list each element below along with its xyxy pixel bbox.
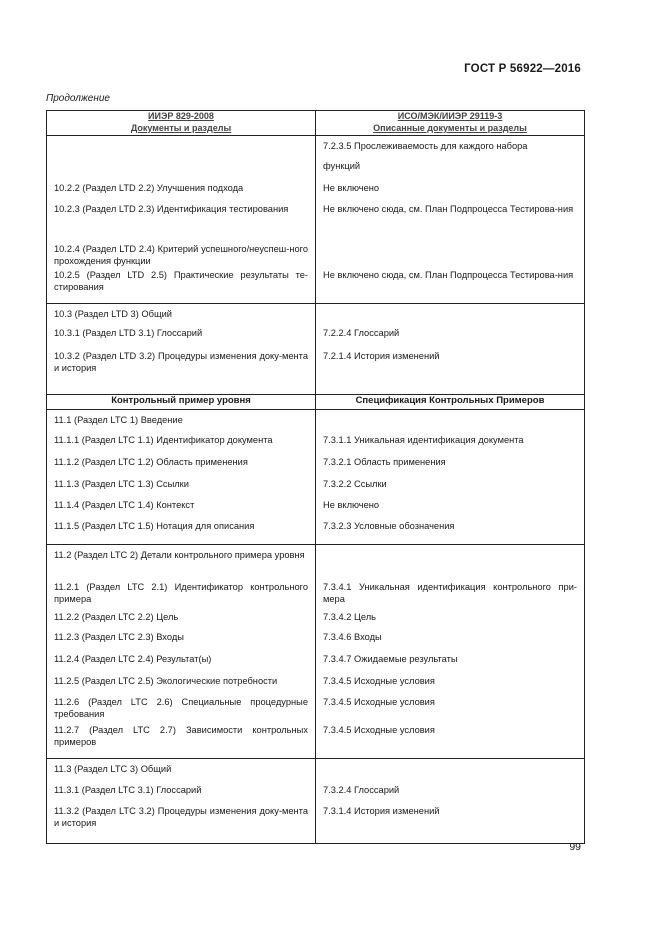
col1-header: [47, 111, 316, 136]
right-entry: 7.2.2.4 Глоссарий: [323, 328, 400, 338]
right-entry: 7.3.4.2 Цель: [323, 612, 377, 622]
right-entry: 7.3.4.5 Исходные условия: [323, 725, 435, 735]
block-1-right: [316, 136, 585, 304]
right-entry: 7.3.1.1 Уникальная идентификация документа: [323, 435, 524, 445]
block-1-left: [47, 136, 316, 304]
left-entry: 11.2.5 (Раздел LTC 2.5) Экологические потребности: [54, 676, 278, 686]
page-number: 99: [569, 841, 581, 853]
table-header-row: [47, 111, 585, 136]
left-entry: 11.2.4 (Раздел LTC 2.4) Результат(ы): [54, 654, 212, 664]
left-entry: 11.2.7 (Раздел LTC 2.7) Зависимости контрольных примеров: [54, 725, 308, 748]
right-entry: Не включено: [323, 183, 380, 193]
right-entry: [316, 414, 584, 434]
right-entry: Не включено сюда, см. План Подпроцесса Тестирова-ния: [323, 270, 574, 280]
block-5-right: [316, 759, 585, 844]
left-entry: 11.2 (Раздел LTC 2) Детали контрольного примера уровня: [54, 550, 305, 560]
left-entry: 10.3.1 (Раздел LTD 3.1) Глоссарий: [54, 328, 203, 338]
block-2-right: [316, 304, 585, 395]
block-2-left: [47, 304, 316, 395]
section-left-title: Контрольный пример уровня: [47, 395, 316, 410]
right-entry: [316, 308, 584, 327]
right-entry: Не включено: [323, 500, 380, 510]
right-entry: функций: [323, 161, 361, 171]
col1-header-line2: Документы и разделы: [130, 122, 232, 133]
left-entry: 11.2.3 (Раздел LTC 2.3) Входы: [54, 632, 184, 642]
left-entry: 10.2.3 (Раздел LTD 2.3) Идентификация тестирования: [54, 204, 289, 214]
left-entry: 11.1.2 (Раздел LTC 1.2) Область применения: [54, 457, 248, 467]
block-1: [47, 136, 585, 304]
left-entry: 11.1.1 (Раздел LTC 1.1) Идентификатор документа: [54, 435, 273, 445]
left-entry: 10.3.2 (Раздел LTD 3.2) Процедуры изменения доку-мента и история: [54, 351, 308, 374]
right-entry: 7.3.4.7 Ожидаемые результаты: [323, 654, 458, 664]
right-entry: [316, 763, 584, 784]
left-entry: 11.2.1 (Раздел LTC 2.1) Идентификатор контрольного примера: [54, 582, 308, 605]
left-entry: 11.1 (Раздел LTC 1) Введение: [54, 415, 183, 425]
block-5: [47, 759, 585, 844]
right-entry: 7.3.4.5 Исходные условия: [323, 697, 435, 707]
section-right-title: Спецификация Контрольных Примеров: [316, 395, 585, 410]
left-entry: [47, 140, 315, 160]
right-entry: 7.3.2.2 Ссылки: [323, 479, 387, 489]
right-entry: 7.3.4.1 Уникальная идентификация контрольного при-мера: [323, 582, 577, 605]
right-entry: 7.3.2.4 Глоссарий: [323, 785, 400, 795]
right-entry: [316, 243, 584, 269]
document-id: ГОСТ Р 56922—2016: [464, 63, 581, 75]
block-3: [47, 410, 585, 545]
left-entry: 11.1.5 (Раздел LTC 1.5) Нотация для описания: [54, 521, 255, 531]
right-entry: 7.3.4.5 Исходные условия: [323, 676, 435, 686]
right-entry: [316, 231, 584, 243]
right-entry: 7.3.4.6 Входы: [323, 632, 382, 642]
left-entry: 11.1.4 (Раздел LTC 1.4) Контекст: [54, 500, 195, 510]
left-entry: [47, 231, 315, 243]
left-entry: 10.2.5 (Раздел LTD 2.5) Практические результаты те-стирования: [54, 270, 308, 293]
continuation-label: Продолжение: [46, 93, 110, 104]
col1-header-line1: ИИЭР 829-2008: [148, 111, 214, 121]
left-entry: 10.2.2 (Раздел LTD 2.2) Улучшения подхода: [54, 183, 244, 193]
right-entry: [316, 549, 584, 581]
section-header-row: [47, 395, 585, 410]
left-entry: 10.3 (Раздел LTD 3) Общий: [54, 309, 172, 319]
right-entry: Не включено сюда, см. План Подпроцесса Тестирова-ния: [323, 204, 574, 214]
block-2: [47, 304, 585, 395]
right-entry: 7.3.2.1 Область применения: [323, 457, 446, 467]
col2-header-line1: ИСО/МЭК/ИИЭР 29119-3: [397, 111, 503, 121]
left-entry: 11.3 (Раздел LTC 3) Общий: [54, 764, 172, 774]
block-3-right: [316, 410, 585, 545]
block-4-left: [47, 545, 316, 759]
right-entry: 7.2.3.5 Прослеживаемость для каждого набора: [323, 141, 528, 151]
block-5-left: [47, 759, 316, 844]
left-entry: [47, 160, 315, 182]
mapping-table: [46, 110, 585, 844]
left-entry: 11.2.2 (Раздел LTC 2.2) Цель: [54, 612, 179, 622]
right-entry: 7.2.1.4 История изменений: [323, 351, 440, 361]
col2-header-line2: Описанные документы и разделы: [373, 122, 527, 133]
block-4-right: [316, 545, 585, 759]
left-entry: 11.3.2 (Раздел LTC 3.2) Процедуры изменения доку-мента и история: [54, 806, 308, 829]
left-entry: 10.2.4 (Раздел LTD 2.4) Критерий успешного/неуспеш-ного прохождения функции: [54, 244, 308, 267]
right-entry: 7.3.1.4 История изменений: [323, 806, 440, 816]
block-4: [47, 545, 585, 759]
left-entry: 11.2.6 (Раздел LTC 2.6) Специальные процедурные требования: [54, 697, 308, 720]
block-3-left: [47, 410, 316, 545]
left-entry: 11.1.3 (Раздел LTC 1.3) Ссылки: [54, 479, 189, 489]
col2-header: [316, 111, 585, 136]
right-entry: 7.3.2.3 Условные обозначения: [323, 521, 455, 531]
left-entry: 11.3.1 (Раздел LTC 3.1) Глоссарий: [54, 785, 202, 795]
